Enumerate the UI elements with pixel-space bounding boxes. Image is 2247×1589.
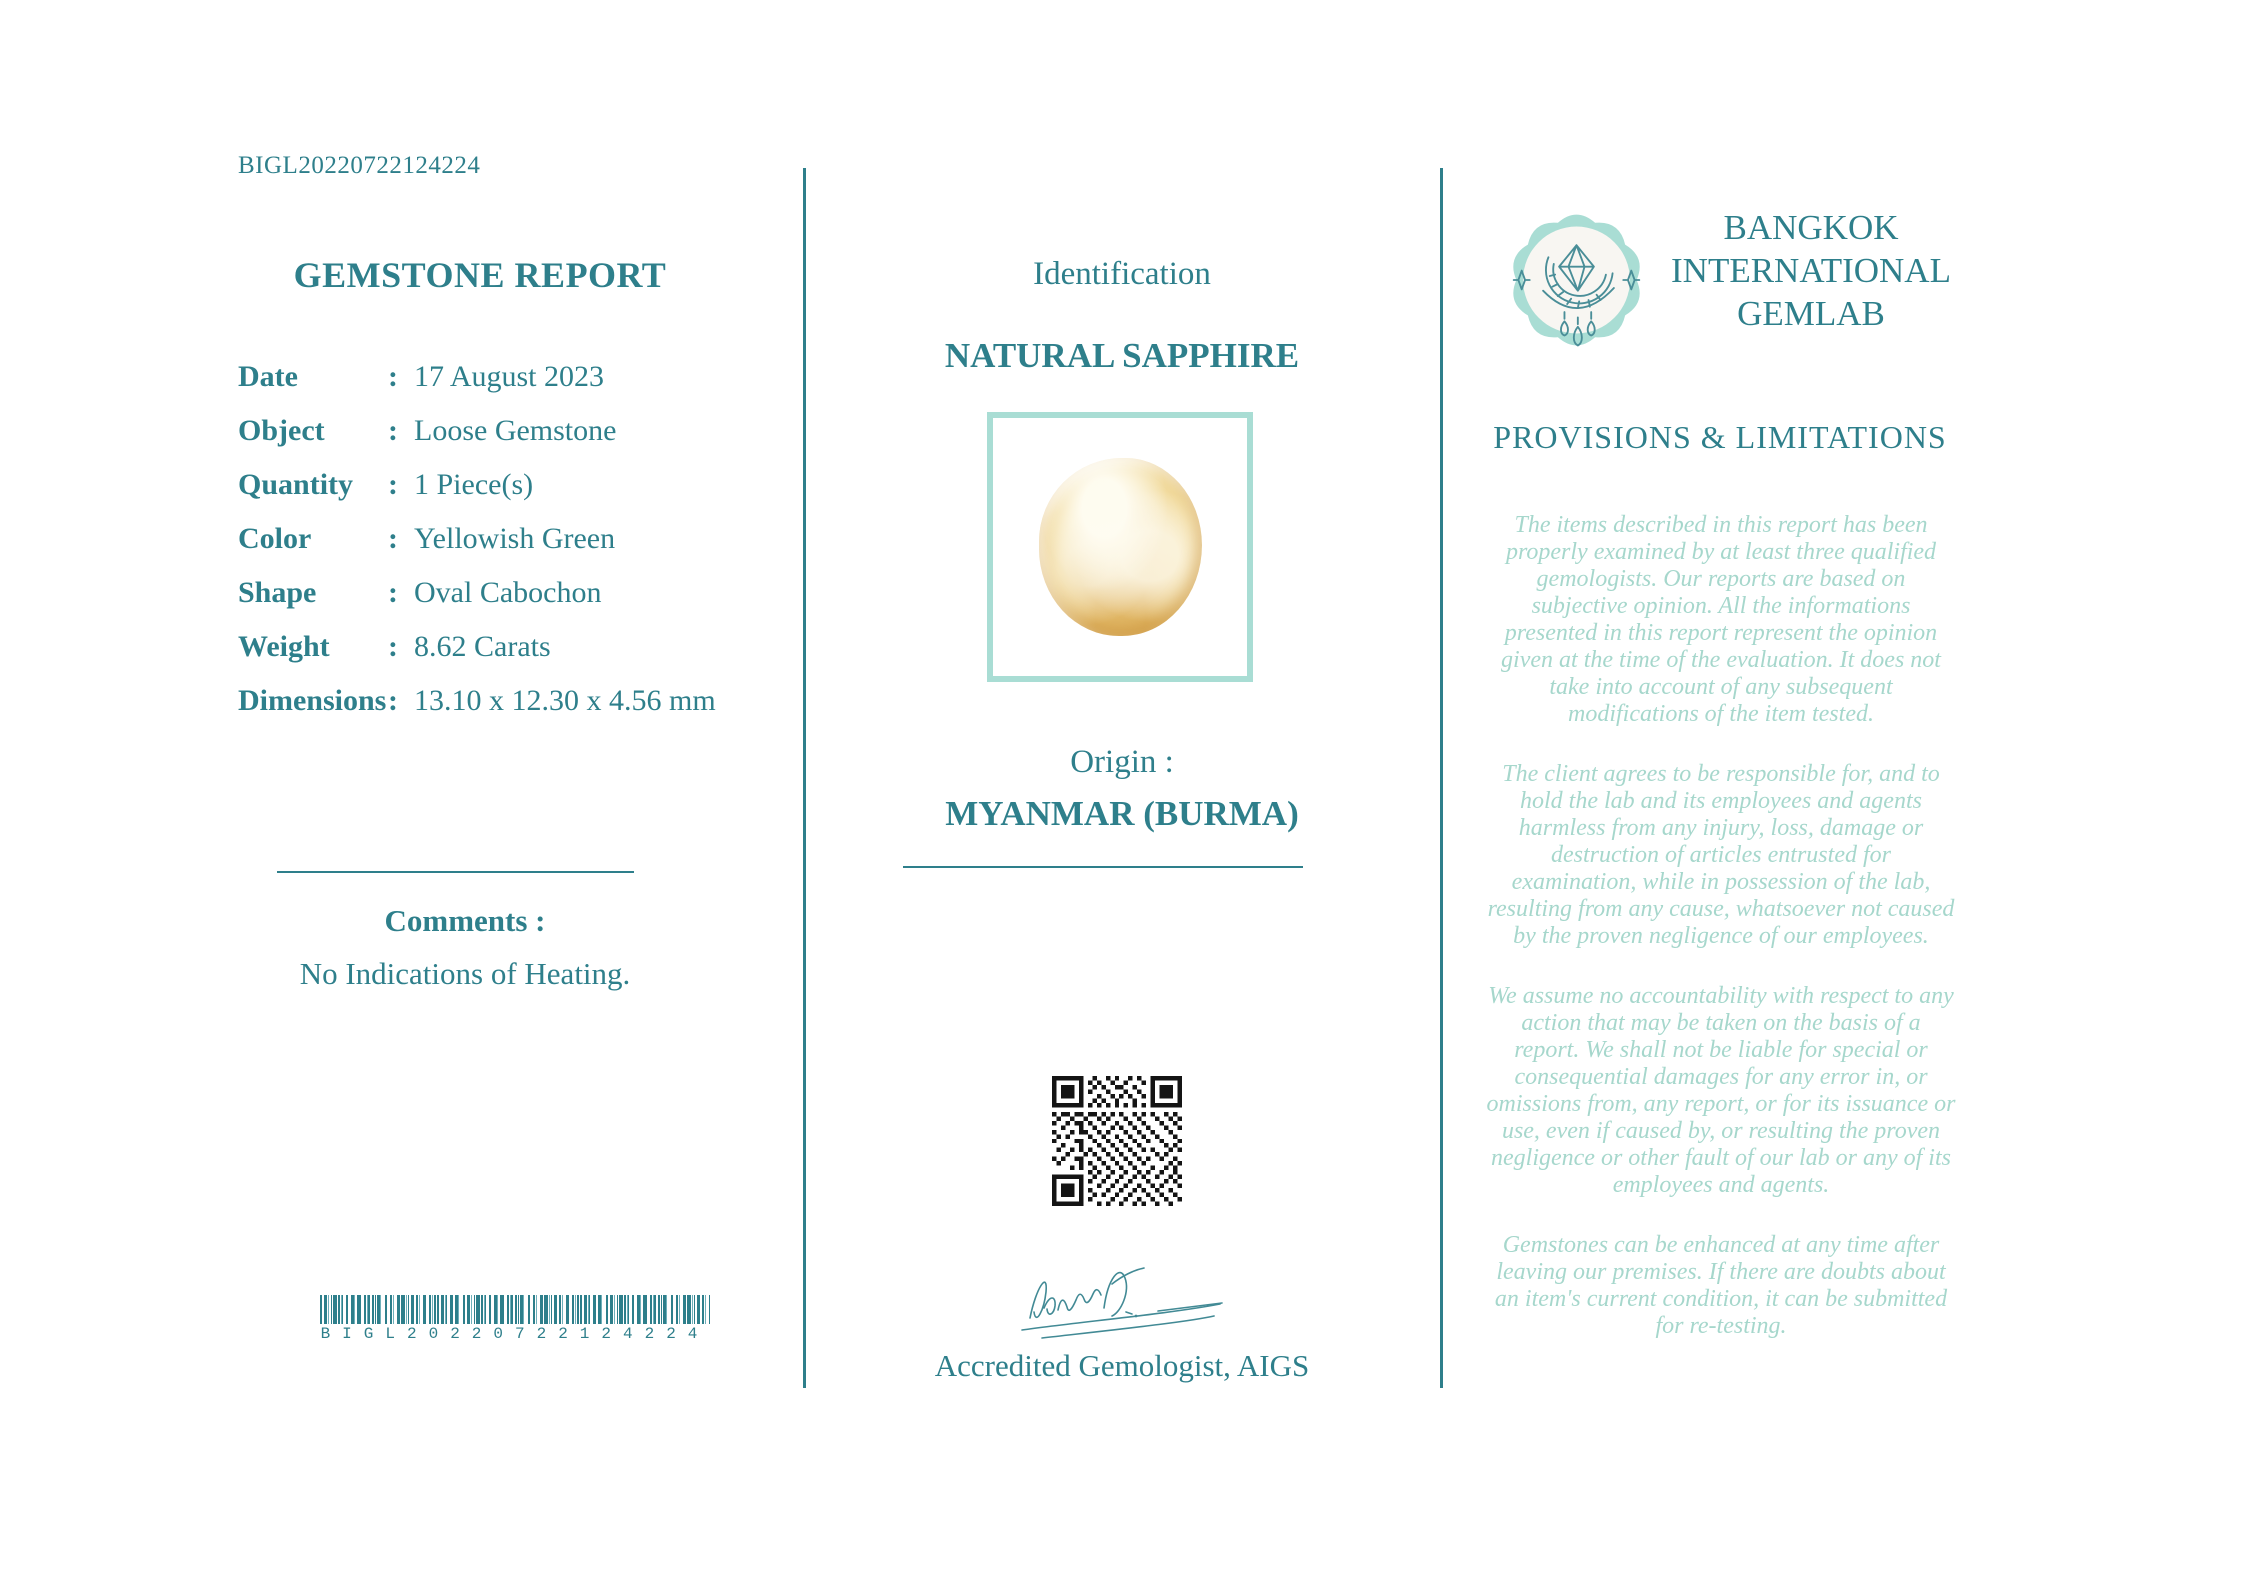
detail-label: Weight <box>238 630 330 663</box>
table-row <box>238 576 738 630</box>
gemologist-line: Accredited Gemologist, AIGS <box>934 1348 1310 1383</box>
table-row <box>238 360 738 414</box>
provisions-text <box>1486 512 1956 1373</box>
qr-code <box>1052 1076 1182 1206</box>
gemlab-logo diamond-crescent-badge-icon <box>1503 201 1650 359</box>
gemstone-photo <box>1039 458 1202 636</box>
detail-label: Quantity <box>238 468 354 501</box>
detail-separator: : <box>388 522 398 555</box>
lab-name: BANGKOK INTERNATIONAL GEMLAB <box>1671 208 1951 333</box>
detail-value: 13.10 x 12.30 x 4.56 mm <box>414 684 716 717</box>
column-divider-left <box>803 168 806 1388</box>
table-row <box>238 630 738 684</box>
detail-separator: : <box>388 576 398 609</box>
report-details-table <box>238 360 738 738</box>
comments-heading: Comments : <box>384 903 546 938</box>
comments-divider-line <box>277 871 634 873</box>
barcode-text: BIGL20220722124224 <box>320 1325 710 1343</box>
barcode-bars <box>320 1295 710 1324</box>
detail-separator: : <box>388 468 398 501</box>
detail-label: Shape <box>238 576 317 609</box>
table-row <box>238 522 738 576</box>
table-row <box>238 468 738 522</box>
detail-separator: : <box>388 684 398 717</box>
detail-separator: : <box>388 414 398 447</box>
barcode <box>320 1295 710 1343</box>
table-row <box>238 684 738 738</box>
detail-value: 1 Piece(s) <box>414 468 534 501</box>
signature <box>1008 1254 1236 1350</box>
origin-value: MYANMAR (BURMA) <box>945 794 1299 833</box>
detail-label: Date <box>238 360 298 393</box>
identification-result: NATURAL SAPPHIRE <box>944 336 1300 375</box>
identification-heading: Identification <box>1033 256 1211 292</box>
provisions-paragraph: The client agrees to be responsible for, and to hold the lab and its employees and agents harmless from any injury, loss, damage or destruction of articles entrusted for examination, while in possession of the lab, resulting from any cause, whatsoever not caused by the proven negligence of our employees. <box>1487 761 1955 949</box>
comments-text: No Indications of Heating. <box>299 956 631 991</box>
gemstone-photo-frame <box>987 412 1253 682</box>
origin-label: Origin : <box>1070 744 1174 780</box>
detail-value: Loose Gemstone <box>414 414 617 447</box>
detail-value: 17 August 2023 <box>414 360 605 393</box>
report-number: BIGL20220722124224 <box>238 152 481 179</box>
provisions-heading: PROVISIONS & LIMITATIONS <box>1493 419 1947 455</box>
detail-value: Yellowish Green <box>414 522 616 555</box>
origin-divider-line <box>903 866 1303 868</box>
detail-label: Object <box>238 414 325 447</box>
detail-separator: : <box>388 630 398 663</box>
detail-separator: : <box>388 360 398 393</box>
detail-value: 8.62 Carats <box>414 630 551 663</box>
detail-label: Color <box>238 522 312 555</box>
table-row <box>238 414 738 468</box>
provisions-paragraph: Gemstones can be enhanced at any time after leaving our premises. If there are doubts about an item's current condition, it can be submitted for re-testing. <box>1494 1232 1948 1339</box>
provisions-paragraph: The items described in this report has been properly examined by at least three qualified gemologists. Our reports are based on subjective opinion. All the informations presented in this report represent the opinion given at the time of the evaluation. It does not take into account of any subsequent modifications of the item tested. <box>1501 512 1941 727</box>
detail-label: Dimensions <box>238 684 387 717</box>
provisions-paragraph: We assume no accountability with respect to any action that may be taken on the basis of a report. We shall not be liable for special or consequential damages for any error in, or omissions from, any report, or for its issuance or use, even if caused by, or resulting the proven negligence or other fault of our lab or any of its employees and agents. <box>1486 983 1956 1198</box>
detail-value: Oval Cabochon <box>414 576 602 609</box>
column-divider-right <box>1440 168 1443 1388</box>
report-title: GEMSTONE REPORT <box>293 255 667 295</box>
